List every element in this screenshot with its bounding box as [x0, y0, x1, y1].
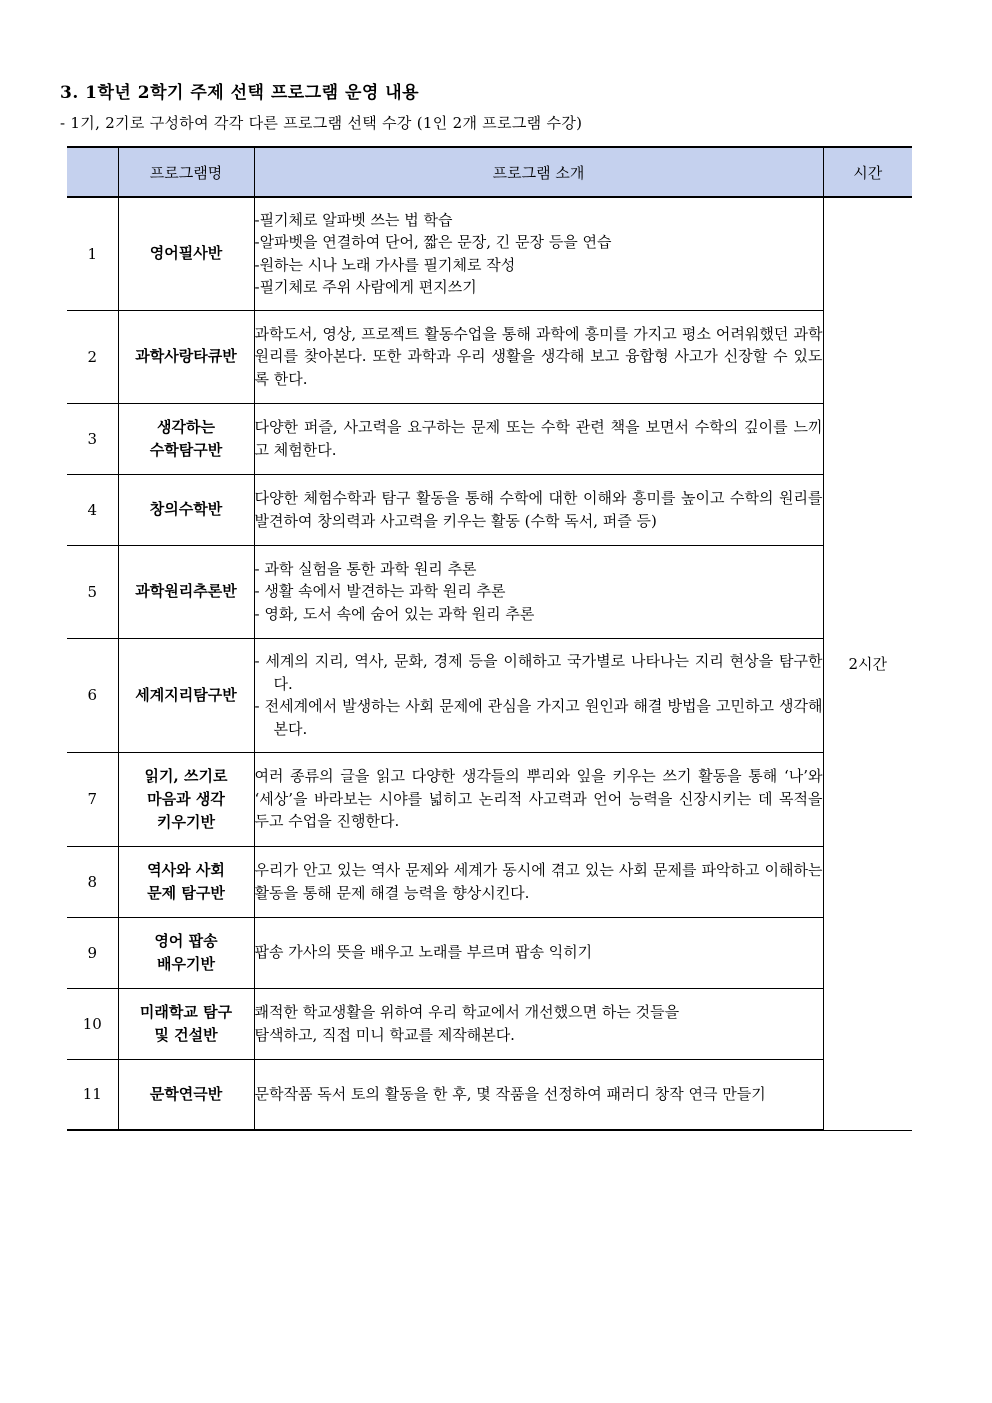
row-number: 4: [67, 474, 118, 545]
program-name: [118, 988, 254, 1059]
section-subtitle: - 1기, 2기로 구성하여 각각 다른 프로그램 선택 수강 (1인 2개 프로그램 수강): [60, 114, 583, 132]
program-name-line: 수학탐구반: [149, 440, 223, 459]
row-number: 9: [67, 917, 118, 988]
row-number: 3: [67, 403, 118, 474]
program-name-line: 영어 팝송: [154, 931, 218, 950]
program-name: [118, 197, 254, 310]
program-description: 팝송 가사의 뜻을 배우고 노래를 부르며 팝송 익히기: [254, 917, 823, 988]
program-name: [118, 1059, 254, 1130]
program-name-line: 및 건설반: [154, 1025, 218, 1044]
program-name-line: 배우기반: [157, 954, 215, 973]
table-row: [67, 988, 912, 1059]
program-name-line: 과학원리추론반: [135, 582, 237, 600]
program-description: 여러 종류의 글을 읽고 다양한 생각들의 뿌리와 잎을 키우는 쓰기 활동을 통해 ‘나’와 ‘세상’을 바라보는 시야를 넓히고 논리적 사고력과 언어 능력을 신장시키는 데 목적을 두고 수업을 진행한다.: [254, 752, 823, 846]
program-name: [118, 917, 254, 988]
table-row: [67, 545, 912, 638]
table-row: [67, 1059, 912, 1130]
row-number: 2: [67, 310, 118, 403]
row-number: 5: [67, 545, 118, 638]
program-name: [118, 474, 254, 545]
row-number: 11: [67, 1059, 118, 1130]
program-name-line: 과학사랑타큐반: [135, 347, 237, 365]
table-row: [67, 752, 912, 846]
table-row: [67, 638, 912, 752]
program-description: [254, 988, 823, 1059]
description-line: -원하는 시나 노래 가사를 필기체로 작성: [254, 255, 516, 274]
program-name: [118, 403, 254, 474]
program-name-line: 문제 탐구반: [147, 883, 225, 902]
row-number: 6: [67, 638, 118, 752]
description-line: - 전세계에서 발생하는 사회 문제에 관심을 가지고 원인과 해결 방법을 고민하고 생각해본다.: [254, 697, 823, 738]
table-row: [67, 403, 912, 474]
program-description: [254, 638, 823, 752]
program-name-line: 읽기, 쓰기로: [144, 766, 228, 785]
header-number: [67, 147, 118, 197]
program-description: 과학도서, 영상, 프로젝트 활동수업을 통해 과학에 흥미를 가지고 평소 어려워했던 과학 원리를 찾아본다. 또한 과학과 우리 생활을 생각해 보고 융합형 사고가 신장할 수 있도록 한다.: [254, 310, 823, 403]
program-name-line: 키우기반: [157, 812, 215, 831]
table-row: [67, 310, 912, 403]
table-header-row: [67, 147, 912, 197]
header-time: 시간: [823, 147, 912, 197]
table-row: [67, 474, 912, 545]
program-name-line: 세계지리탐구반: [135, 685, 237, 704]
program-name-line: 마음과 생각: [147, 789, 225, 808]
program-description: 다양한 체험수학과 탐구 활동을 통해 수학에 대한 이해와 흥미를 높이고 수학의 원리를 발견하여 창의력과 사고력을 키우는 활동 (수학 독서, 퍼즐 등): [254, 474, 823, 545]
description-line: - 생활 속에서 발견하는 과학 원리 추론: [254, 582, 506, 601]
description-line: -필기체로 주위 사람에게 편지쓰기: [254, 278, 477, 297]
program-description: 다양한 퍼즐, 사고력을 요구하는 문제 또는 수학 관련 책을 보면서 수학의 깊이를 느끼고 체험한다.: [254, 403, 823, 474]
description-line: 탐색하고, 직접 미니 학교를 제작해본다.: [254, 1025, 515, 1044]
table-row: [67, 846, 912, 917]
row-number: 7: [67, 752, 118, 846]
program-name-line: 역사와 사회: [147, 860, 225, 879]
section-title: 3. 1학년 2학기 주제 선택 프로그램 운영 내용: [60, 83, 420, 103]
program-name-line: 문학연극반: [149, 1084, 223, 1103]
program-description: 문학작품 독서 토의 활동을 한 후, 몇 작품을 선정하여 패러디 창작 연극 만들기: [254, 1059, 823, 1130]
description-line: - 과학 실험을 통한 과학 원리 추론: [254, 559, 477, 578]
program-name: [118, 638, 254, 752]
header-program-name: 프로그램명: [118, 147, 254, 197]
description-line: 쾌적한 학교생활을 위하여 우리 학교에서 개선했으면 하는 것들을: [254, 1003, 680, 1021]
program-time: 2시간: [823, 197, 912, 1130]
program-name-line: 영어필사반: [149, 244, 223, 263]
description-line: -알파벳을 연결하여 단어, 짧은 문장, 긴 문장 등을 연습: [254, 233, 612, 252]
header-program-description: 프로그램 소개: [254, 147, 823, 197]
program-name: [118, 846, 254, 917]
program-name-line: 창의수학반: [149, 500, 223, 518]
program-name: [118, 310, 254, 403]
program-name: [118, 545, 254, 638]
program-description: 우리가 안고 있는 역사 문제와 세계가 동시에 겪고 있는 사회 문제를 파악하고 이해하는 활동을 통해 문제 해결 능력을 향상시킨다.: [254, 846, 823, 917]
description-line: -필기체로 알파벳 쓰는 법 학습: [254, 210, 453, 229]
description-line: - 영화, 도서 속에 숨어 있는 과학 원리 추론: [254, 604, 535, 623]
program-name-line: 미래학교 탐구: [139, 1002, 233, 1021]
program-description: [254, 545, 823, 638]
row-number: 10: [67, 988, 118, 1059]
row-number: 1: [67, 197, 118, 310]
table-row: [67, 917, 912, 988]
program-table: [67, 146, 912, 1131]
program-name-line: 생각하는: [157, 417, 215, 436]
row-number: 8: [67, 846, 118, 917]
program-description: [254, 197, 823, 310]
program-name: [118, 752, 254, 846]
table-row: [67, 197, 912, 310]
description-line: - 세계의 지리, 역사, 문화, 경제 등을 이해하고 국가별로 나타나는 지리 현상을 탐구한다.: [254, 652, 823, 693]
